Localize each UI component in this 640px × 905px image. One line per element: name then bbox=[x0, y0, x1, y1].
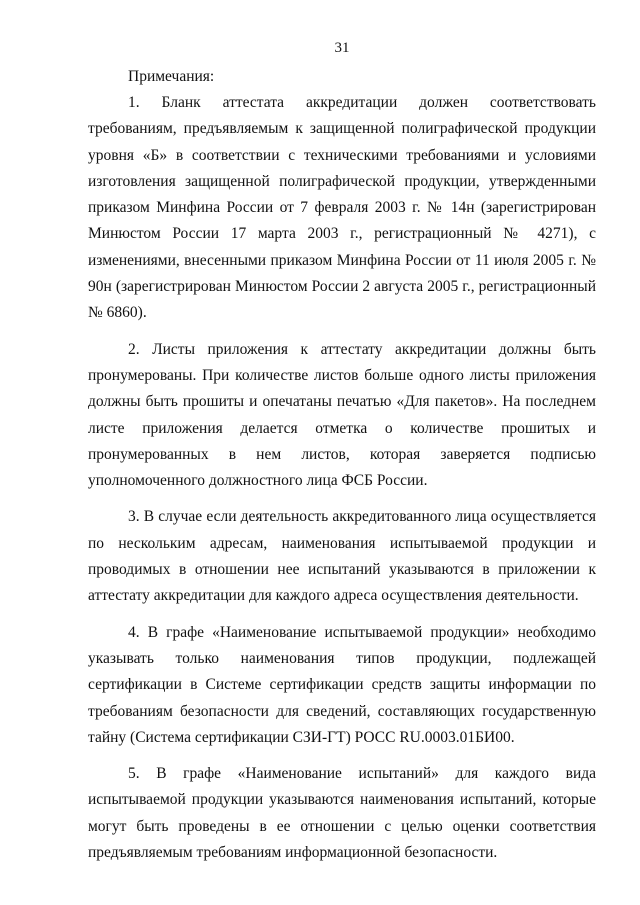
note-paragraph-2: 2. Листы приложения к аттестату аккредитации должны быть пронумерованы. При количестве листов больше одного листы приложения должны быть прошиты и опечатаны печатью «Для пакетов». На последнем листе приложения делается отметка о количестве прошитых и пронумерованных в нем листов, которая заверяется подписью уполномоченного должностного лица ФСБ России. bbox=[88, 340, 596, 490]
note-paragraph-5: 5. В графе «Наименование испытаний» для каждого вида испытываемой продукции указываются наименования испытаний, которые могут быть проведены в ее отношении с целью оценки соответствия предъявляемым требованиям информационной безопасности. bbox=[88, 765, 596, 862]
document-page bbox=[88, 0, 596, 905]
note-paragraph-1: 1. Бланк аттестата аккредитации должен соответствовать требованиям, предъявляемым к защищенной полиграфической продукции уровня «Б» в соответствии с техническими требованиями и условиями изготовления защищенной полиграфической продукции, утвержденными приказом Минфина России от 7 февраля 2003 г. № 14н (зарегистрирован Минюстом России 17 марта 2003 г., регистрационный № 4271), с изменениями, внесенными приказом Минфина России от 11 июля 2005 г. № 90н (зарегистрирован Минюстом России 2 августа 2005 г., регистрационный № 6860). bbox=[88, 94, 596, 322]
notes-list bbox=[88, 90, 596, 876]
page-number: 31 bbox=[334, 40, 350, 56]
notes-heading: Примечания: bbox=[128, 68, 215, 85]
note-paragraph-4: 4. В графе «Наименование испытываемой продукции» необходимо указывать только наименования типов продукции, подлежащей сертификации в Системе сертификации средств защиты информации по требованиям безопасности для сведений, составляющих государственную тайну (Система сертификации СЗИ-ГТ) РОСС RU.0003.01БИ00. bbox=[88, 623, 596, 746]
note-paragraph-3: 3. В случае если деятельность аккредитованного лица осуществляется по нескольким адресам, наименования испытываемой продукции и проводимых в отношении нее испытаний указываются в приложении к аттестату аккредитации для каждого адреса осуществления деятельности. bbox=[88, 508, 596, 605]
